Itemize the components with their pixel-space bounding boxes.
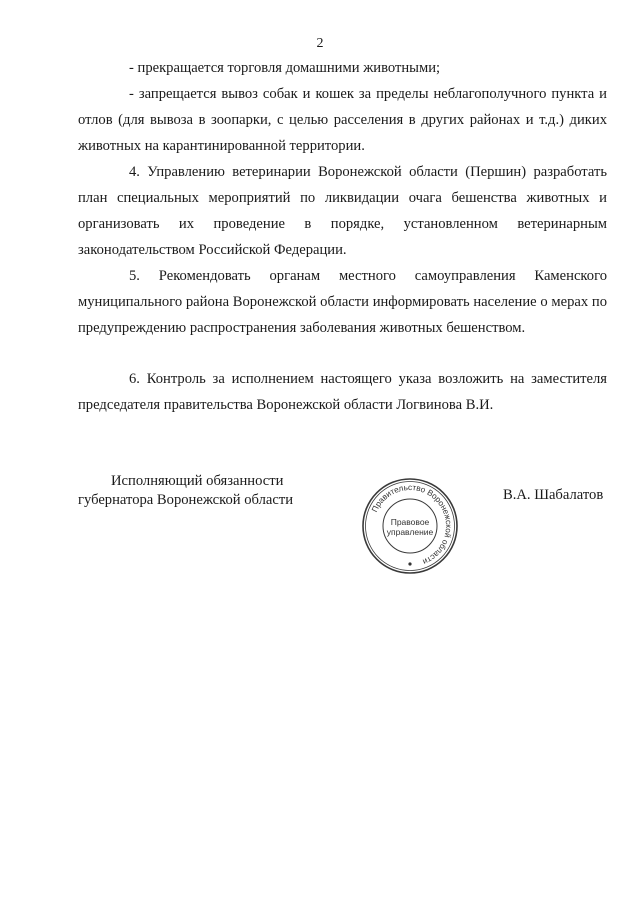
signer-title-line-2: губернатора Воронежской области — [78, 492, 294, 508]
seal-inner-line-1: Правовое — [390, 517, 430, 527]
signer-title-line-1: Исполняющий обязанности — [111, 473, 284, 489]
seal-star-icon — [408, 562, 411, 565]
paragraph-item-5: 5. Рекомендовать органам местного самоуправления Каменского муниципального района Воронежской области информировать население о мерах по предупреждению распространения заболевания животных бешенством. — [78, 268, 607, 336]
paragraph-trade-ban: - прекращается торговля домашними животными; — [129, 60, 441, 76]
paragraph-export-ban: - запрещается вывоз собак и кошек за пределы неблагополучного пункта и отлов (для вывоза в зоопарки, с целью расселения в других районах и т.д.) диких животных на карантинированной территории. — [78, 86, 607, 154]
paragraph-item-6: 6. Контроль за исполнением настоящего указа возложить на заместителя председателя правительства Воронежской области Логвинова В.И. — [78, 371, 607, 413]
page-number: 2 — [316, 36, 324, 51]
official-seal — [360, 476, 460, 576]
signer-title — [78, 472, 293, 510]
seal-inner-line-2: управление — [386, 527, 434, 537]
signer-name: В.А. Шабалатов — [503, 487, 604, 503]
paragraph-item-4: 4. Управлению ветеринарии Воронежской области (Першин) разработать план специальных мероприятий по ликвидации очага бешенства животных и организовать их проведение в порядке, установленном ветеринарным законодательством Российской Федерации. — [78, 164, 607, 258]
seal-outer-text: Правительство Воронежской области — [370, 482, 454, 567]
